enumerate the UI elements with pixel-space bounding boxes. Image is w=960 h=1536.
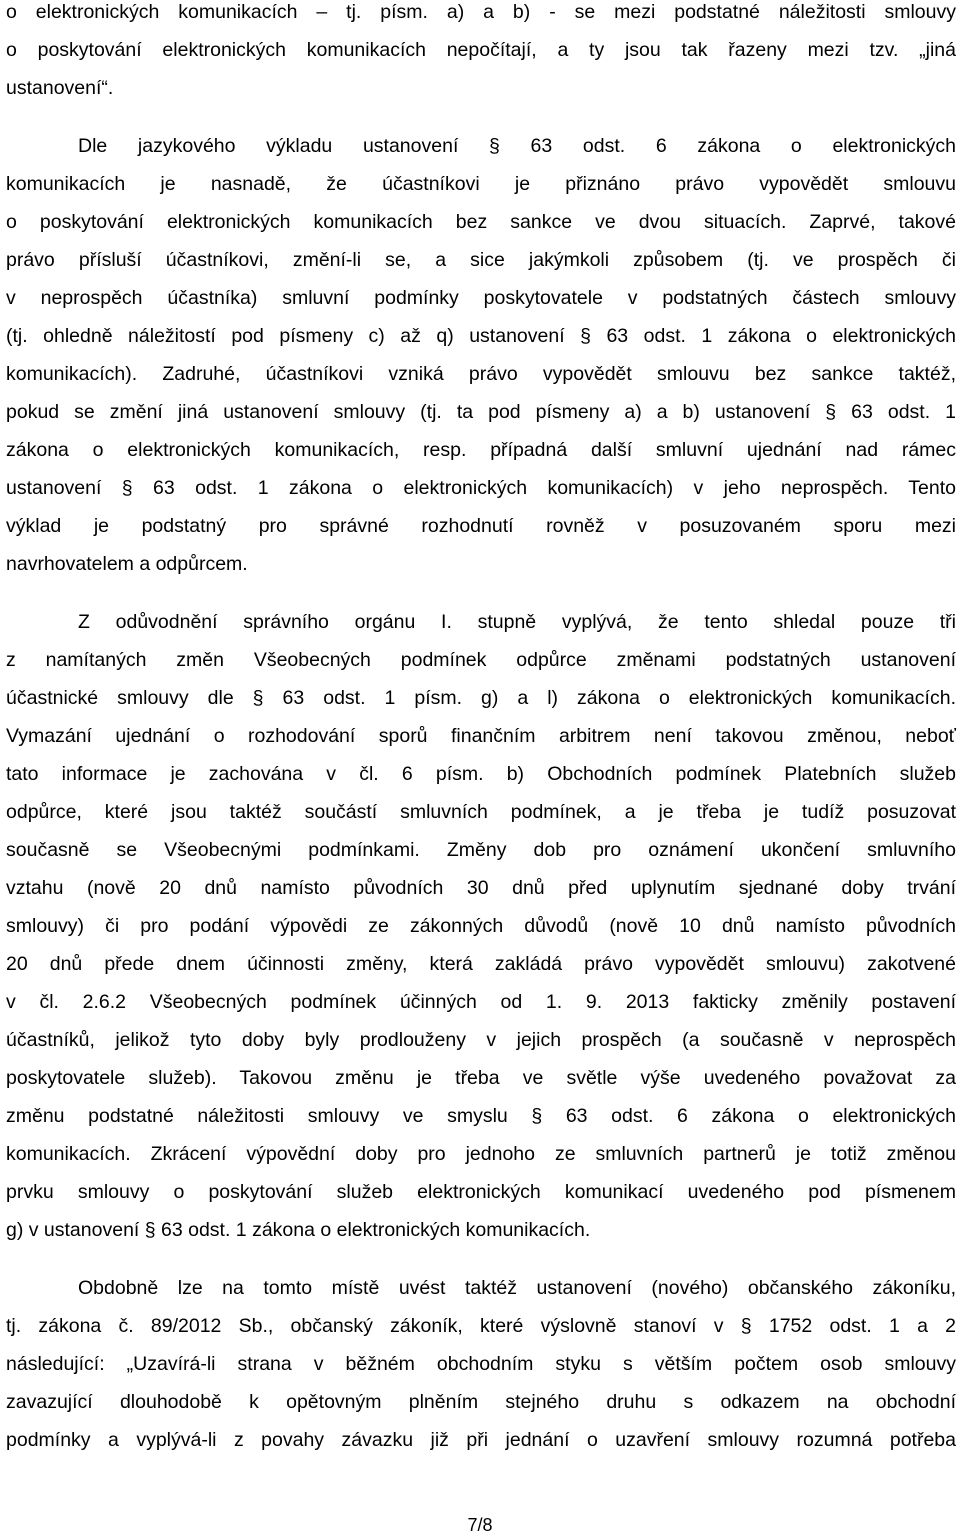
text-line: komunikacích). Zadruhé, účastníkovi vzniká právo vypovědět smlouvu bez sankce taktéž,	[6, 363, 956, 385]
text-line: o poskytování elektronických komunikacích bez sankce ve dvou situacích. Zaprvé, takové	[6, 211, 956, 233]
text-line: změnu podstatné náležitosti smlouvy ve smyslu § 63 odst. 6 zákona o elektronických	[6, 1105, 956, 1127]
text-line: následující: „Uzavírá-li strana v běžném obchodním styku s větším počtem osob smlouvy	[6, 1353, 956, 1375]
text-line: vztahu (nově 20 dnů namísto původních 30 dnů před uplynutím sjednané doby trvání	[6, 877, 956, 899]
text-line: ustanovení“.	[6, 77, 114, 99]
text-line: v čl. 2.6.2 Všeobecných podmínek účinných od 1. 9. 2013 fakticky změnily postavení	[6, 991, 956, 1013]
text-line: poskytovatele služeb). Takovou změnu je třeba ve světle výše uvedeného považovat za	[6, 1067, 956, 1089]
text-line: zákona o elektronických komunikacích, resp. případná další smluvní ujednání nad rámec	[6, 439, 956, 461]
page-number: 7/8	[467, 1515, 493, 1535]
text-line: zavazující dlouhodobě k opětovným plněním stejného druhu s odkazem na obchodní	[6, 1391, 956, 1413]
text-line: g) v ustanovení § 63 odst. 1 zákona o elektronických komunikacích.	[6, 1219, 591, 1241]
text-line: Vymazání ujednání o rozhodování sporů finančním arbitrem není takovou změnou, neboť	[6, 725, 956, 747]
text-line: 20 dnů přede dnem účinnosti změny, která zakládá právo vypovědět smlouvu) zakotvené	[6, 953, 956, 975]
text-line: podmínky a vyplývá-li z povahy závazku již při jednání o uzavření smlouvy rozumná potřeba	[6, 1429, 956, 1451]
text-line: ustanovení § 63 odst. 1 zákona o elektronických komunikacích) v jeho neprospěch. Tento	[6, 477, 956, 499]
text-line: účastnické smlouvy dle § 63 odst. 1 písm. g) a l) zákona o elektronických komunikacích.	[6, 687, 956, 709]
paragraph-first-line: Obdobně lze na tomto místě uvést taktéž ustanovení (nového) občanského zákoníku,	[78, 1277, 956, 1299]
text-line: o elektronických komunikacích – tj. písm. a) a b) - se mezi podstatné náležitosti smlouvy	[6, 1, 956, 23]
paragraph-first-line: Z odůvodnění správního orgánu I. stupně vyplývá, že tento shledal pouze tři	[78, 611, 956, 633]
text-line: současně se Všeobecnými podmínkami. Změny dob pro oznámení ukončení smluvního	[6, 839, 956, 861]
text-line: smlouvy) či pro podání výpovědi ze zákonných důvodů (nově 10 dnů namísto původních	[6, 915, 956, 937]
text-line: právo přísluší účastníkovi, změní-li se, a sice jakýmkoli způsobem (tj. ve prospěch či	[6, 249, 956, 271]
text-line: pokud se změní jiná ustanovení smlouvy (tj. ta pod písmeny a) a b) ustanovení § 63 odst. 1	[6, 401, 956, 423]
text-line: v neprospěch účastníka) smluvní podmínky poskytovatele v podstatných částech smlouvy	[6, 287, 956, 309]
text-line: komunikacích je nasnadě, že účastníkovi je přiznáno právo vypovědět smlouvu	[6, 173, 956, 195]
text-line: (tj. ohledně náležitostí pod písmeny c) až q) ustanovení § 63 odst. 1 zákona o elektronických	[6, 325, 956, 347]
text-line: výklad je podstatný pro správné rozhodnutí rovněž v posuzovaném sporu mezi	[6, 515, 956, 537]
text-line: účastníků, jelikož tyto doby byly prodlouženy v jejich prospěch (a současně v neprospěch	[6, 1029, 956, 1051]
text-line: z namítaných změn Všeobecných podmínek odpůrce změnami podstatných ustanovení	[6, 649, 956, 671]
text-line: tato informace je zachována v čl. 6 písm. b) Obchodních podmínek Platebních služeb	[6, 763, 956, 785]
text-line: navrhovatelem a odpůrcem.	[6, 553, 248, 575]
text-line: odpůrce, které jsou taktéž součástí smluvních podmínek, a je třeba je tudíž posuzovat	[6, 801, 956, 823]
text-line: prvku smlouvy o poskytování služeb elektronických komunikací uvedeného pod písmenem	[6, 1181, 956, 1203]
text-line: tj. zákona č. 89/2012 Sb., občanský zákoník, které výslovně stanoví v § 1752 odst. 1 a 2	[6, 1315, 956, 1337]
text-line: o poskytování elektronických komunikacích nepočítají, a ty jsou tak řazeny mezi tzv. „jiná	[6, 39, 956, 61]
text-line: komunikacích. Zkrácení výpovědní doby pro jednoho ze smluvních partnerů je totiž změnou	[6, 1143, 956, 1165]
paragraph-first-line: Dle jazykového výkladu ustanovení § 63 odst. 6 zákona o elektronických	[78, 135, 956, 157]
